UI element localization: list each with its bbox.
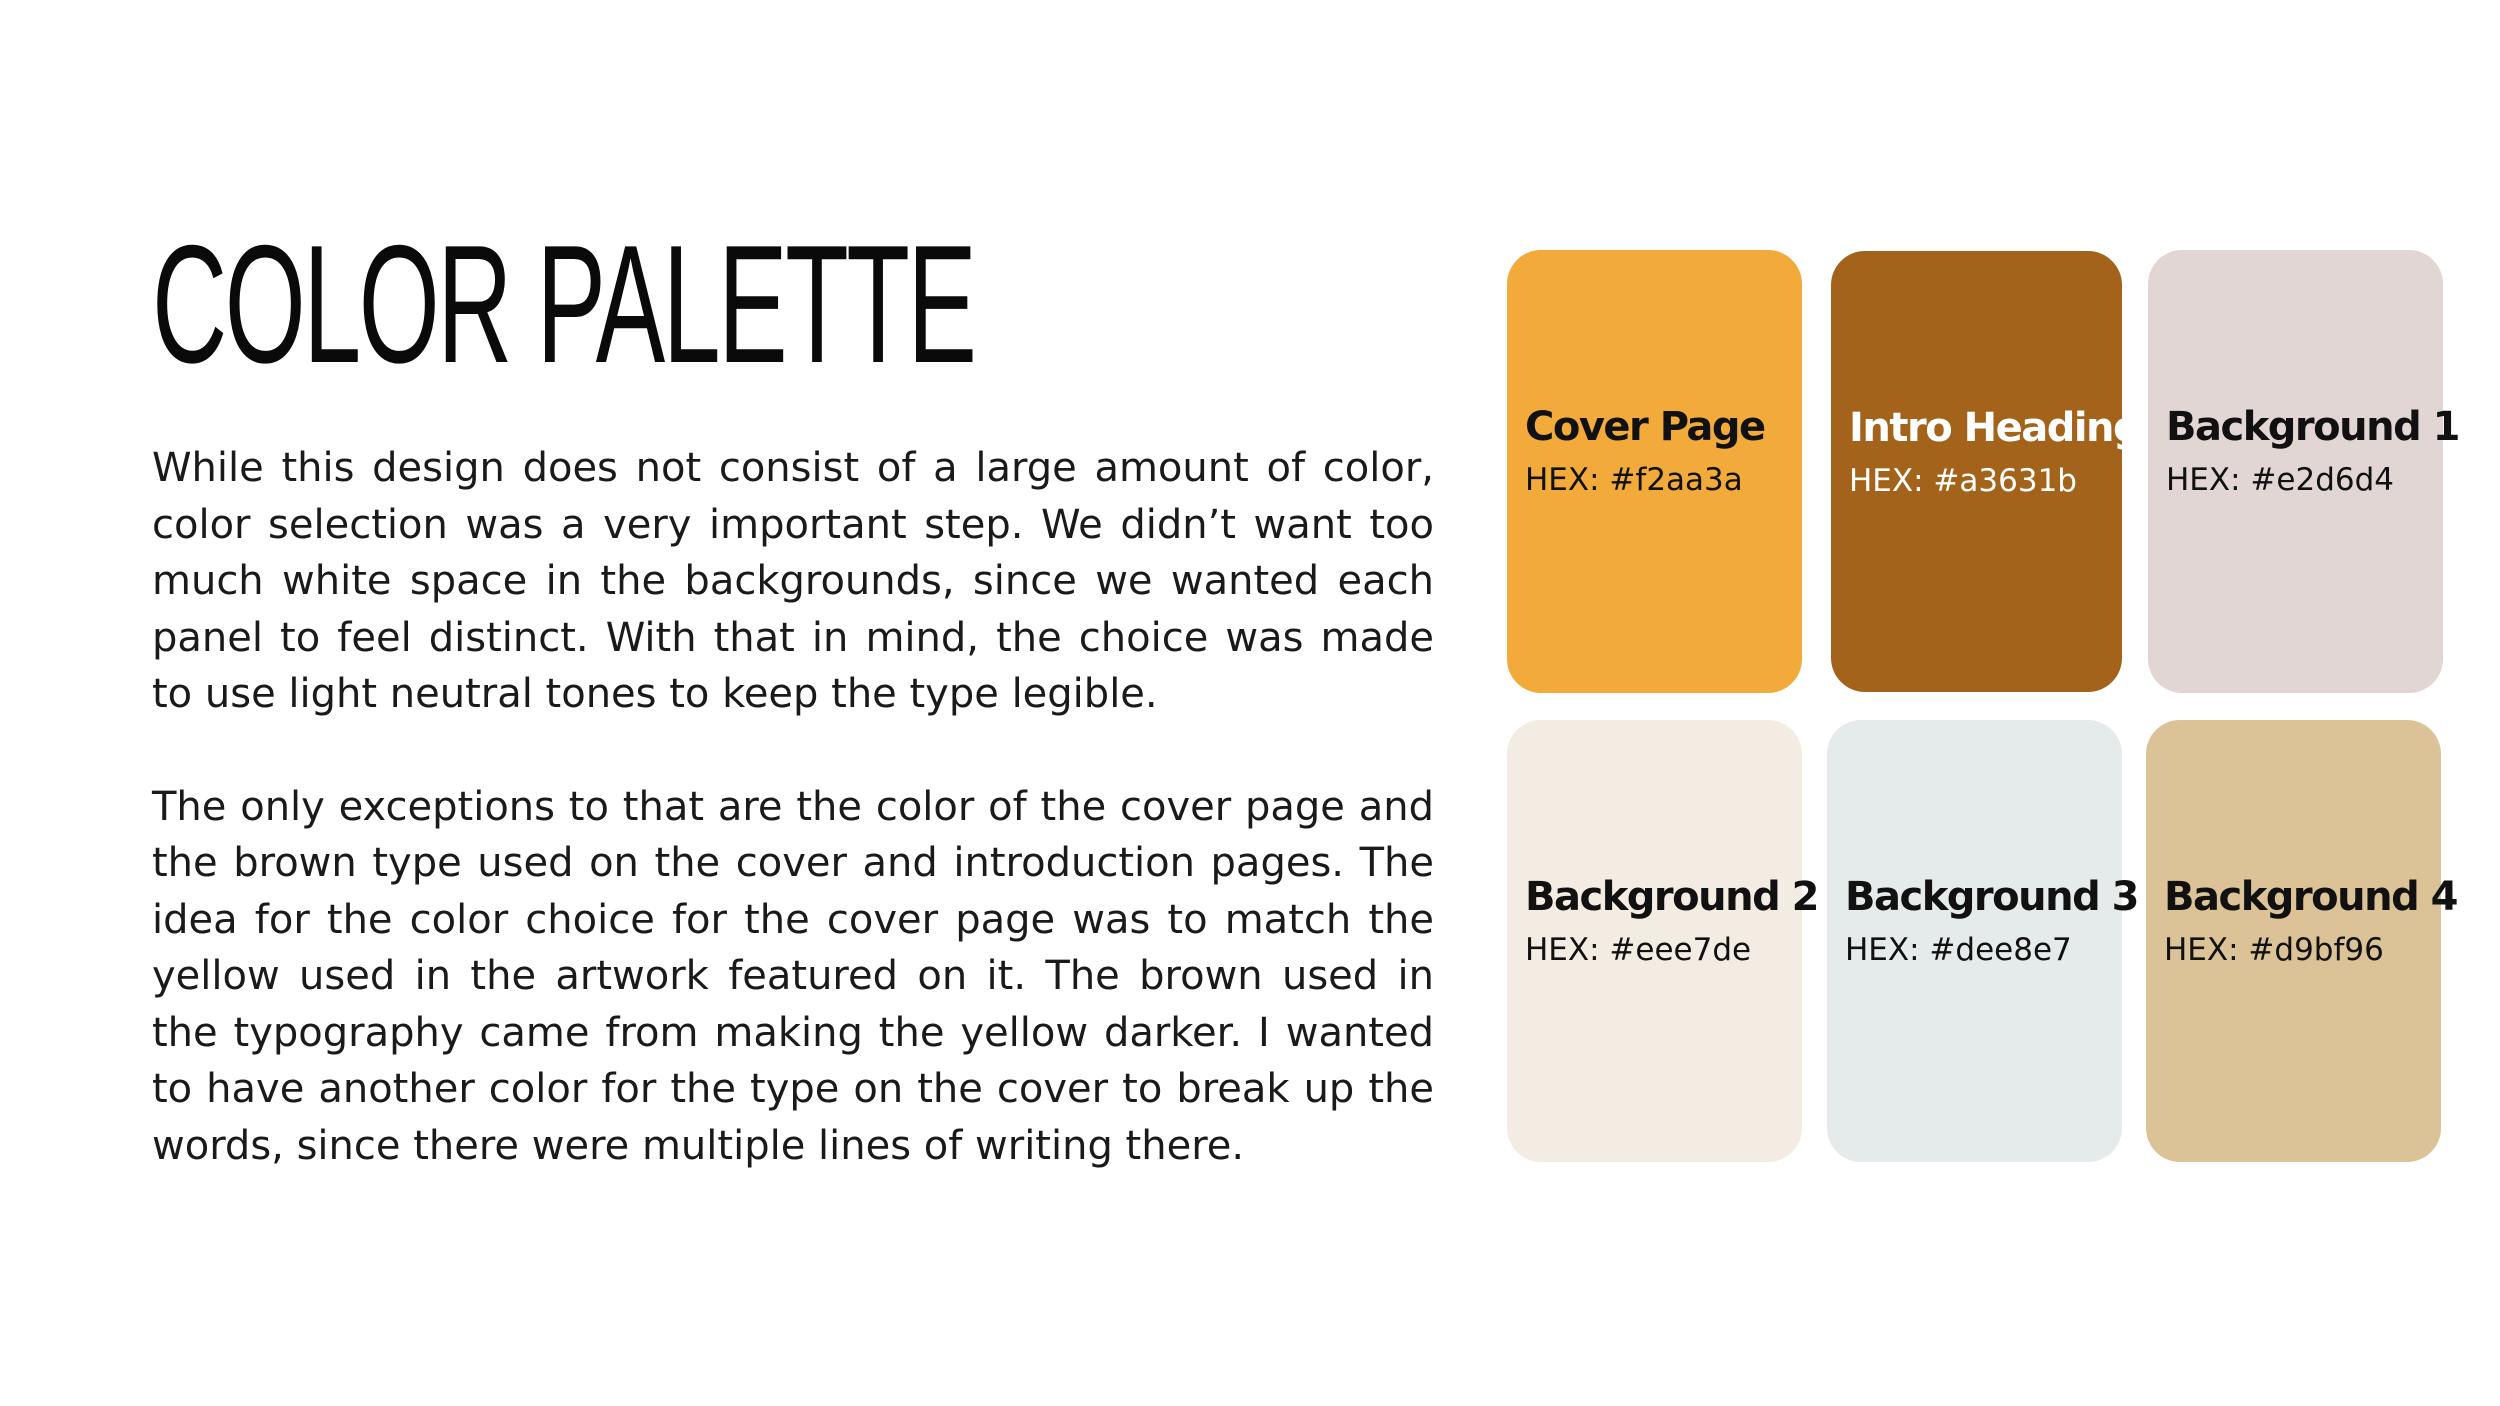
swatch-name: Background 2: [1525, 874, 1818, 920]
swatch-name: Intro Heading: [1849, 405, 2141, 451]
swatch-background-4: [2146, 720, 2457, 1162]
swatch-hex: HEX: #d9bf96: [2164, 932, 2384, 968]
swatch-background-3: [1827, 720, 2138, 1162]
swatch-hex: HEX: #f2aa3a: [1525, 462, 1743, 498]
swatch-name: Cover Page: [1525, 404, 1765, 450]
swatch-hex: HEX: #dee8e7: [1845, 932, 2072, 968]
swatch-name: Background 1: [2166, 404, 2459, 450]
swatch-cover-page: [1507, 250, 1802, 693]
swatch-hex: HEX: #a3631b: [1849, 463, 2077, 499]
swatch-hex: HEX: #eee7de: [1525, 932, 1752, 968]
paragraph-exceptions: The only exceptions to that are the color of the cover page and the brown type used on the cover and introduction pages. The idea for the color choice for the cover page was to match the yellow used in the artwork featured on it. The brown used in the typography came from making the yellow darker. I wanted to have another color for the type on the cover to break up the words, since there were multiple lines of writing there.: [152, 783, 1434, 1169]
page-title: COLOR PALETTE: [152, 210, 975, 398]
swatch-background-1: [2148, 250, 2459, 693]
swatch-background-2: [1507, 720, 1818, 1162]
paragraph-intro: While this design does not consist of a large amount of color, color selection was a very important step. We didn’t want too much white space in the backgrounds, since we wanted each panel to feel distinct. With that in mind, the choice was made to use light neutral tones to keep the type legible.: [152, 445, 1434, 717]
swatch-hex: HEX: #e2d6d4: [2166, 462, 2395, 498]
swatch-intro-heading: [1831, 251, 2141, 692]
swatch-name: Background 4: [2164, 874, 2457, 920]
description-text: [152, 440, 1434, 1174]
swatch-name: Background 3: [1845, 874, 2138, 920]
